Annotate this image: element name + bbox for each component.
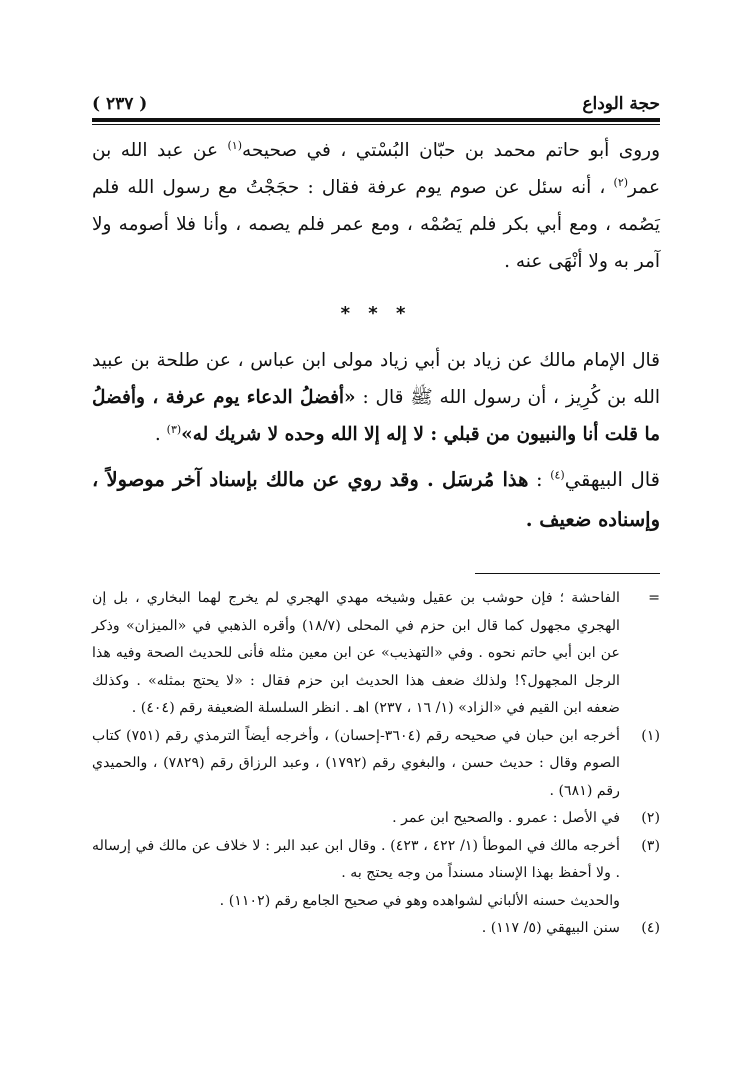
p1-text-a: وروى أبو حاتم محمد بن حبّان البُسْتي ، في صحيحه [242,140,661,161]
footnote-continuation [92,585,660,723]
footnote-marker: (٣) [641,837,660,854]
hadith-quote: «أفضلُ الدعاء يوم عرفة ، وأفضلُ ما قلت أنا والنبيون من قبلي : لا إله إلا الله وحده لا شريك له» [92,387,660,445]
footnote-1 [92,723,660,806]
footnote-text: في الأصل : عمرو . والصحيح ابن عمر . [392,810,620,826]
footnotes [92,585,660,943]
footnote-text: والحديث حسنه الألباني لشواهده وهو في صحيح الجامع رقم (١١٠٢) . [219,892,620,909]
p2-text-end: . [154,424,167,445]
bayhaqi-verdict: هذا مُرسَل . وقد روي عن مالك بإسناد آخر موصولاً ، وإسناده ضعيف . [92,468,660,531]
footnote-marker: (٢) [641,810,660,826]
footnote-4 [92,915,660,943]
footnote-ref-3[interactable]: (٣) [166,422,182,436]
paragraph-ibn-hibban [92,132,660,280]
footnote-ref-2[interactable]: (٢) [613,175,629,189]
paragraph-malik-hadith [92,342,660,453]
footnote-text: أخرجه مالك في الموطأ (١/ ٤٢٢ ، ٤٢٣) . وقال ابن عبد البر : لا خلاف عن مالك في إرساله . ولا أحفظ بهذا الإسناد مسنداً من وجه يحتج به . [92,837,620,881]
footnote-marker: = [648,590,660,606]
footnote-separator [475,573,660,574]
footnote-marker: (٤) [641,920,660,936]
p1-text-c: ، أنه سئل عن صوم يوم عرفة فقال : حجَجْتُ مع رسول الله فلم يَصُمه ، ومع أبي بكر فلم يَصُمْه ، ومع عمر فلم يصمه ، وأنا فلا أصومه ولا آمر به ولا أنْهَى عنه . [92,177,660,272]
paragraph-bayhaqi [92,460,660,540]
header-rule-thick [92,118,660,122]
p2-text-a: قال الإمام مالك عن زياد بن أبي زياد مولى ابن عباس ، عن طلحة بن عبيد الله بن كُرِيز ، أن رسول الله ﷺ قال : [92,350,660,408]
footnote-ref-1[interactable]: (١) [227,138,242,152]
footnote-text: سنن البيهقي (٥/ ١١٧) . [481,920,620,936]
footnote-ref-4[interactable]: (٤) [550,468,565,482]
footnote-marker: (١) [641,727,660,744]
p3-text-b: : [528,468,551,491]
footnote-text: أخرجه ابن حبان في صحيحه رقم (٣٦٠٤-إحسان) ، وأخرجه أيضاً الترمذي رقم (٧٥١) كتاب الصوم وقال : حديث حسن ، والبغوي رقم (١٧٩٢) ، وعبد الرزاق رقم (٧٨٢٩) ، والحميدي رقم (٦٨١) . [92,727,620,799]
footnote-3-addendum [92,888,660,916]
page-header [92,84,660,114]
section-separator: * * * [340,303,412,324]
p1-text-b: عن عبد الله بن عمر [92,140,660,198]
footnote-marker [620,888,660,916]
running-title: حجة الوداع [582,94,660,114]
page-number: ( ٢٣٧ ) [92,94,148,114]
footnote-3 [92,833,660,888]
p3-text-a: قال البيهقي [564,468,660,491]
footnote-text: الفاحشة ؛ فإن حوشب بن عقيل وشيخه مهدي الهجري لم يخرج لهما البخاري ، بل إن الهجري مجهول كما قال ابن حزم في المحلى (١٨/٧) وأقره الذهبي في «الميزان» وذكر عن ابن أبي حاتم نحوه . وفي «التهذيب» عن ابن معين مثله فأنى للحديث الصحة وفيه هذا الرجل المجهول؟! ولذلك ضعف هذا الحديث ابن حزم فقال : «لا يحتج بمثله» . وكذلك ضعفه ابن القيم في «الزاد» (١/ ١٦ ، ٢٣٧) اهـ . انظر السلسلة الضعيفة رقم (٤٠٤) . [92,590,620,716]
footnote-2 [92,805,660,833]
header-rule-thin [92,124,660,125]
